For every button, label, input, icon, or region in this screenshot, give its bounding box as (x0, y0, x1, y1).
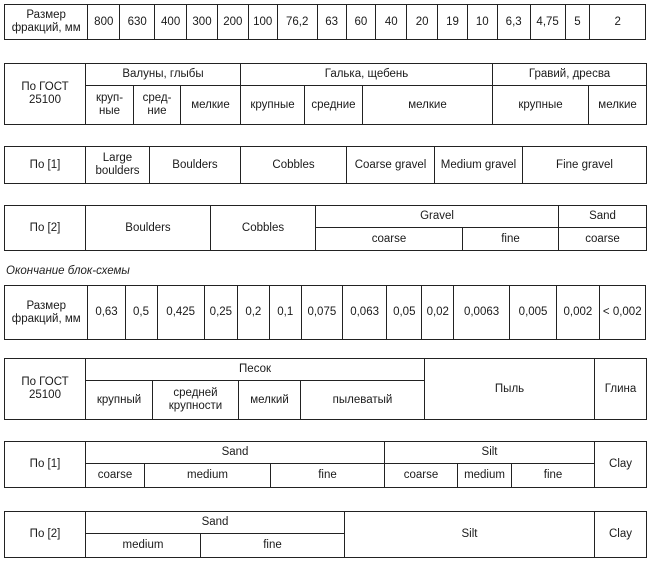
size-cell: < 0,002 (599, 286, 645, 340)
subgroup-cell: сред- ние (134, 86, 181, 125)
size-cell: 19 (438, 5, 468, 40)
size-cell: 10 (467, 5, 497, 40)
classification-label: По [2] (5, 206, 86, 251)
size-cell: 800 (88, 5, 120, 40)
size-cell: 2 (590, 5, 646, 40)
size-cell: 0,005 (509, 286, 556, 340)
group-header: Песок (86, 359, 425, 381)
subgroup-cell: coarse (559, 228, 647, 251)
class-cell: Large boulders (86, 147, 150, 184)
size-cell: 40 (376, 5, 407, 40)
fraction-size-table-fine (4, 285, 646, 340)
size-cell: 0,063 (342, 286, 386, 340)
class-cell: Cobbles (211, 206, 316, 251)
size-header: Размер фракций, мм (5, 286, 88, 340)
subgroup-cell: пылеватый (301, 381, 425, 420)
group-header: Sand (86, 442, 385, 464)
ref2-coarse-table (4, 205, 647, 251)
subgroup-cell: fine (512, 464, 595, 488)
subgroup-cell: мелкие (363, 86, 493, 125)
class-cell: Fine gravel (523, 147, 647, 184)
gost-coarse-table (4, 63, 647, 125)
subgroup-cell: средней крупности (153, 381, 239, 420)
subgroup-cell: мелкие (181, 86, 241, 125)
size-cell: 300 (187, 5, 218, 40)
size-cell: 0,1 (269, 286, 301, 340)
classification-label: По [2] (5, 512, 86, 558)
size-cell: 630 (120, 5, 155, 40)
size-cell: 20 (407, 5, 438, 40)
size-cell: 0,075 (301, 286, 342, 340)
subgroup-cell: coarse (86, 464, 145, 488)
group-header: Sand (86, 512, 345, 534)
classification-label: По ГОСТ 25100 (5, 64, 86, 125)
group-header: Валуны, глыбы (86, 64, 241, 86)
size-cell: 0,2 (237, 286, 269, 340)
subgroup-cell: medium (86, 534, 201, 558)
class-cell: Clay (595, 512, 647, 558)
group-header: Галька, щебень (241, 64, 493, 86)
class-cell: Boulders (86, 206, 211, 251)
subgroup-cell: круп- ные (86, 86, 134, 125)
group-header: Sand (559, 206, 647, 228)
subgroup-cell: medium (458, 464, 512, 488)
class-cell: Cobbles (241, 147, 347, 184)
group-header: Silt (385, 442, 595, 464)
classification-label: По ГОСТ 25100 (5, 359, 86, 420)
subgroup-cell: fine (271, 464, 385, 488)
classification-label: По [1] (5, 442, 86, 488)
size-cell: 0,5 (125, 286, 157, 340)
subgroup-cell: coarse (385, 464, 458, 488)
subgroup-cell: coarse (316, 228, 463, 251)
ref1-fine-table (4, 441, 647, 488)
subgroup-cell: мелкий (239, 381, 301, 420)
subgroup-cell: мелкие (589, 86, 647, 125)
size-cell: 0,25 (204, 286, 237, 340)
size-cell: 76,2 (277, 5, 317, 40)
subgroup-cell: крупные (493, 86, 589, 125)
ref1-coarse-table (4, 146, 647, 184)
size-cell: 400 (155, 5, 187, 40)
size-cell: 0,02 (422, 286, 454, 340)
class-cell: Coarse gravel (347, 147, 435, 184)
class-cell: Clay (595, 442, 647, 488)
classification-label: По [1] (5, 147, 86, 184)
class-cell: Пыль (425, 359, 595, 420)
group-header: Gravel (316, 206, 559, 228)
size-cell: 5 (565, 5, 590, 40)
fraction-size-table-coarse (4, 4, 646, 40)
size-cell: 0,002 (557, 286, 599, 340)
flowchart-continuation-caption: Окончание блок-схемы (6, 265, 130, 277)
size-cell: 6,3 (497, 5, 530, 40)
subgroup-cell: fine (201, 534, 345, 558)
class-cell: Medium gravel (435, 147, 523, 184)
size-cell: 100 (248, 5, 277, 40)
subgroup-cell: medium (145, 464, 271, 488)
size-cell: 60 (346, 5, 376, 40)
subgroup-cell: крупные (241, 86, 305, 125)
size-cell: 0,05 (387, 286, 422, 340)
ref2-fine-table (4, 511, 647, 558)
size-cell: 0,425 (157, 286, 204, 340)
size-cell: 4,75 (530, 5, 565, 40)
class-cell: Boulders (150, 147, 241, 184)
class-cell: Silt (345, 512, 595, 558)
subgroup-cell: fine (463, 228, 559, 251)
class-cell: Глина (595, 359, 647, 420)
size-cell: 0,0063 (454, 286, 510, 340)
size-cell: 200 (217, 5, 248, 40)
size-cell: 63 (317, 5, 346, 40)
gost-fine-table (4, 358, 647, 420)
group-header: Гравий, дресва (493, 64, 647, 86)
subgroup-cell: крупный (86, 381, 153, 420)
size-cell: 0,63 (88, 286, 125, 340)
size-header: Размер фракций, мм (5, 5, 88, 40)
subgroup-cell: средние (305, 86, 363, 125)
